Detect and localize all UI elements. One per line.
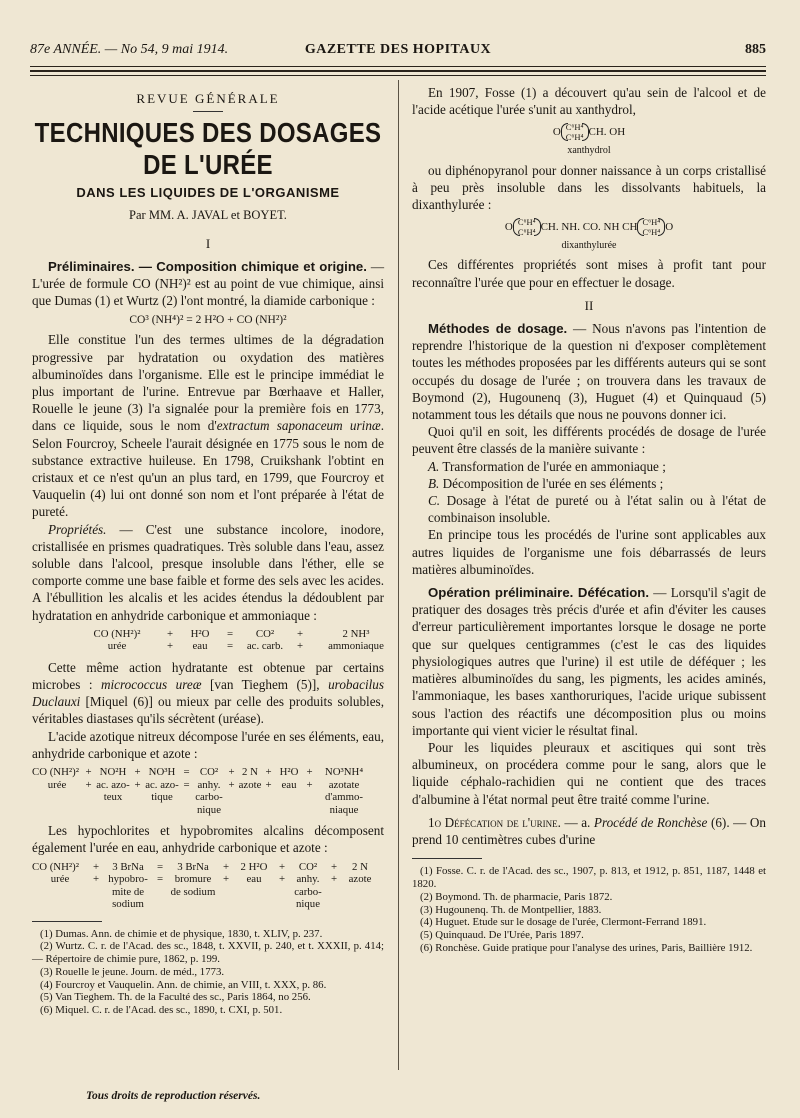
header-rule-thin — [30, 75, 766, 76]
dixanthylurea-formula: O C⁶H⁴ C⁶H⁴ CH. NH. CO. NH CH C⁶H⁴ C⁶H⁴ O — [504, 217, 674, 238]
equation-nitrous: CO (NH²)² + NO²H + NO³H = CO² + 2 N + H²O + NO³NH⁴ urée + ac. azo- + ac. azo- = anhy. + azote + eau + azotate teux tique carbo- d'ammo- nique niaque — [32, 766, 364, 816]
paragraph: Opération préliminaire. Défécation. — Lorsqu'il s'agit de pratiquer des dosages très précis d'urée et afin d'éviter les causes d'erreur particulièrement importantes lorsque le dosage ne porte que sur quelques centigrammes (c'est le cas des liquides physiologiques autres que l'urine) il est utile de déféquer ; les matières albuminoïdes du sang, les pigments, les acides aminés, l'ammoniaque, les bases xanthoruriques, l'acide urique subissent sous l'action des réactifs une décomposition plus ou moins importante qui vient vicier le résultat final. — [412, 585, 766, 738]
paragraph: Ces différentes propriétés sont mises à profit tant pour reconnaître l'urée que pour en effectuer le dosage. — [412, 257, 766, 290]
formula-label: dixanthylurée — [561, 240, 617, 252]
header-rule — [30, 66, 766, 67]
equation-hypobromite: CO (NH²)² + 3 BrNa = 3 BrNa + 2 H²O + CO² + 2 N urée + hypobro- = bromure + eau + anhy. + azote mite de de sodium carbo- sodium nique — [32, 860, 372, 910]
header-rule-double — [30, 70, 766, 72]
footnote: (4) Huguet. Etude sur le dosage de l'urée, Clermont-Ferrand 1891. — [420, 916, 707, 929]
list-item: C. Dosage à l'état de pureté ou à l'état salin ou à l'état de combinaison insoluble. — [428, 493, 766, 526]
xanthydrol-formula: O C⁶H⁴ C⁶H⁴ CH. OH — [552, 122, 626, 143]
section-heading: Méthodes de dosage. — [428, 321, 568, 337]
paragraph: Quoi qu'il en soit, les différents procédés de dosage de l'urée peuvent être classés de la manière suivante : — [412, 424, 766, 457]
column-divider — [398, 80, 399, 1070]
page-header — [30, 42, 766, 62]
page-number: 885 — [745, 42, 766, 57]
list-item: A. Transformation de l'urée en ammoniaque ; — [428, 458, 666, 474]
article-subtitle: DANS LES LIQUIDES DE L'ORGANISME — [76, 185, 340, 201]
paragraph: 1o Défécation de l'urine. — a. Procédé de Ronchèse (6). — On prend 10 centimètres cubes d'urine — [412, 814, 767, 847]
section-number: I — [205, 235, 211, 251]
footnote-rule — [32, 921, 102, 922]
footnote: (2) Wurtz. C. r. de l'Acad. des sc., 1848, t. XXVII, p. 240, et t. XXXII, p. 414; — Répertoire de chimie pure, 1862, p. 199. — [32, 940, 384, 966]
footnote: (5) Quinquaud. De l'Urée, Paris 1897. — [420, 929, 584, 942]
footnote: (3) Hugounenq. Th. de Montpellier, 1883. — [420, 903, 602, 916]
rubric: REVUE GÉNÉRALE — [136, 91, 280, 106]
subheading: 1o Défécation de l'urine. — [428, 814, 561, 830]
copyright-notice: Tous droits de reproduction réservés. — [86, 1090, 261, 1102]
byline: Par MM. A. JAVAL et BOYET. — [129, 208, 287, 223]
journal-title: GAZETTE DES HOPITAUX — [304, 42, 492, 57]
paragraph: En 1907, Fosse (1) a découvert qu'au sein de l'alcool et de l'acide acétique l'urée s'unit au xanthydrol, — [412, 85, 766, 118]
footnote: (6) Ronchèse. Guide pratique pour l'analyse des urines, Paris, Baillière 1912. — [420, 941, 753, 954]
paragraph: Propriétés. — C'est une substance incolore, inodore, cristallisée en prismes quadratiques. Très soluble dans l'eau, assez soluble dans l'alcool, presque insoluble dans l'éther, elle se comporte comme une base faible et forme des sels avec les acides. A l'ébullition les alcalis et les acides étendus la dédoublent par hydratation en anhydride carbonique et ammoniaque : — [32, 521, 384, 623]
paragraph: En principe tous les procédés de l'urine sont applicables aux autres liquides de l'organisme une fois débarrassés de leurs matières albuminoïdes. — [412, 527, 766, 577]
paragraph: L'acide azotique nitreux décompose l'urée en ses éléments, eau, anhydride carbonique et azote : — [32, 728, 384, 761]
footnote-rule — [412, 858, 482, 859]
paragraph: Cette même action hydratante est obtenue par certains microbes : micrococcus ureæ [van Tieghem (5)], urobacilus Duclauxi [Miquel (6)] ou mieux par celle des produits solubles, véritables diastases qu'ils sécrètent (uréase). — [32, 659, 385, 727]
formula: CO³ (NH⁴)² = 2 H²O + CO (NH²)² — [129, 314, 287, 327]
footnote: (3) Rouelle le jeune. Journ. de méd., 1773. — [40, 965, 225, 978]
footnote: (4) Fourcroy et Vauquelin. Ann. de chimie, an VIII, t. XXX, p. 86. — [40, 978, 327, 991]
footnotes-left — [32, 928, 384, 1018]
footnote: (1) Fosse. C. r. de l'Acad. des sc., 1907, p. 813, et 1912, p. 851, 1187, 1448 et 1820. — [412, 865, 766, 890]
paragraph: Les hypochlorites et hypobromites alcalins décomposent également l'urée en eau, anhydride carbonique et azote : — [32, 823, 384, 856]
short-rule — [193, 111, 223, 112]
method-list — [412, 458, 766, 527]
list-item: B. Décomposition de l'urée en ses éléments ; — [428, 475, 664, 491]
footnote: (5) Van Tieghem. Th. de la Faculté des sc., Paris 1864, no 256. — [40, 991, 311, 1004]
right-column — [412, 84, 766, 955]
footnotes-right — [412, 865, 766, 955]
section-number: II — [584, 297, 594, 313]
paragraph: Méthodes de dosage. — Nous n'avons pas l'intention de reprendre l'historique de la question ni d'exposer complètement toutes les méthodes proposées par les différents auteurs qui se sont occupés du dosage de l'urée ; on trouvera dans les travaux de Boymond (2), Hugounenq (3), Huguet (4) et Quinquaud (5) notamment tous les détails que nous ne pouvons donner ici. — [412, 321, 766, 423]
article-title: TECHNIQUES DES DOSAGES DE L'URÉE — [34, 118, 382, 182]
paragraph: ou diphénopyranol pour donner naissance à un corps cristallisé à peu près insoluble dans les dissolvants habituels, la dixanthylurée : — [412, 162, 766, 213]
left-column — [32, 84, 384, 1017]
formula-label: xanthydrol — [567, 145, 611, 157]
paragraph: Pour les liquides pleuraux et ascitiques qui sont très albumineux, on procédera comme pour le sang, alors que le liquide céphalo-rachidien qui ne contient que des traces d'albumine à l'état normal peut être traité comme l'urine. — [412, 739, 766, 807]
section-heading: Préliminaires. — Composition chimique et origine. — [48, 258, 367, 274]
paragraph: Préliminaires. — Composition chimique et origine. — L'urée de formule CO (NH²)² est au point de vue chimique, ainsi que Dumas (1) et Wurtz (2) l'ont montré, la diamide carbonique : — [32, 258, 385, 309]
subheading: Propriétés. — [48, 521, 107, 537]
footnote: (1) Dumas. Ann. de chimie et de physique, 1830, t. XLIV, p. 237. — [40, 927, 323, 940]
issue-info: 87e ANNÉE. — No 54, 9 mai 1914. — [30, 42, 229, 57]
eq-row: urée + eau = ac. carb. + ammoniaque — [107, 640, 384, 653]
ring-bracket: C⁶H⁴ C⁶H⁴ — [561, 122, 589, 142]
equation-hydrolysis — [32, 628, 384, 653]
eq-row: CO (NH²)² + H²O = CO² + 2 NH³ — [93, 627, 370, 640]
section-heading: Opération préliminaire. Défécation. — [428, 585, 650, 601]
footnote: (6) Miquel. C. r. de l'Acad. des sc., 1890, t. CXI, p. 501. — [40, 1004, 283, 1017]
footnote: (2) Boymond. Th. de pharmacie, Paris 1872. — [420, 890, 613, 903]
paragraph: Elle constitue l'un des termes ultimes de la dégradation progressive par hydratation ou oxydation des matières albuminoïdes dans l'organisme. Elle est le principe immédiat le plus important de l'urine. Entrevue par Bœrhaave et Haller, Rouelle le jeune (3) l'a signalée pour la première fois en 1773, dans ce liquide, sous le nom d'extractum saponaceum urinæ. Selon Fourcroy, Scheele l'aurait désignée en 1775 sous le nom de substance extractive huileuse. En 1798, Cruikshank l'obtint en cristaux et ce n'est qu'un an plus tard, en 1799, que Fourcroy et Vauquelin (4) lui ont donné son nom et l'ont préparée à l'état de pureté. — [32, 332, 385, 520]
